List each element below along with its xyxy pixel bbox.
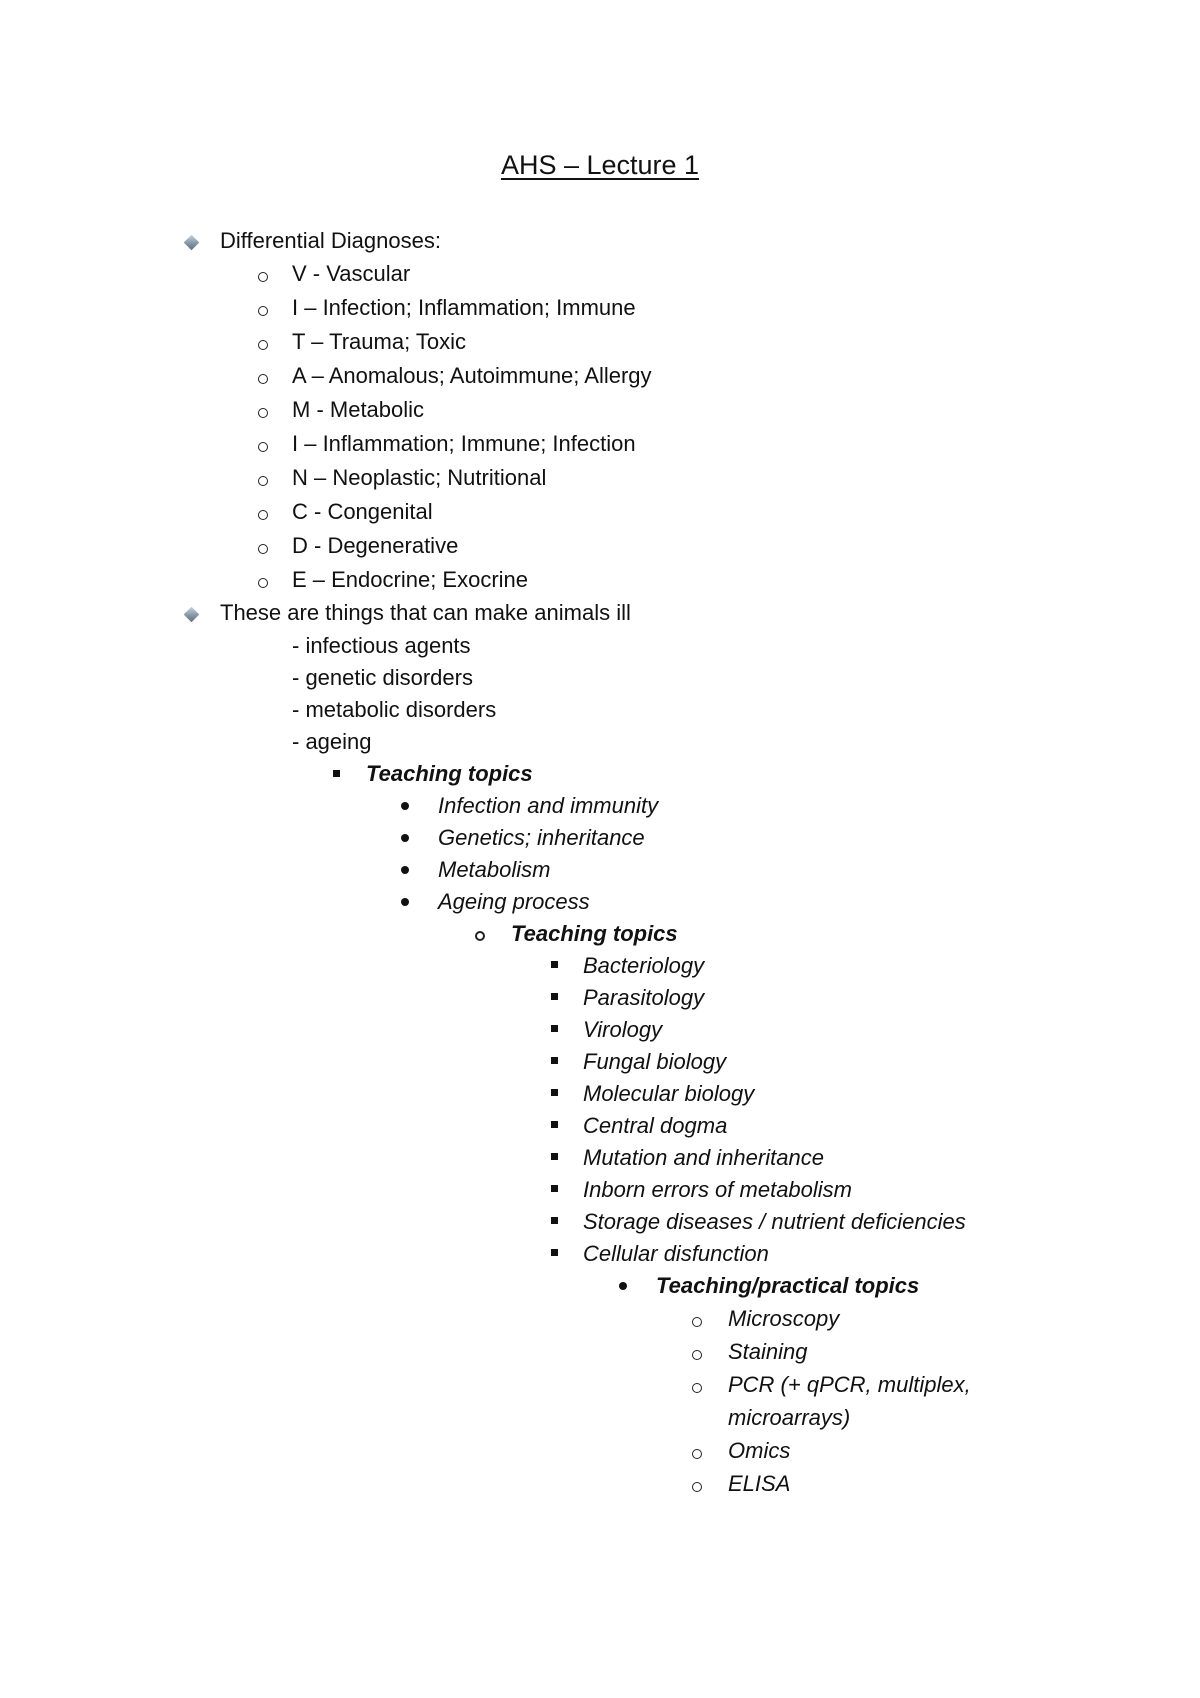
page-title: AHS – Lecture 1 xyxy=(500,150,700,180)
list-item: Microscopy xyxy=(728,1306,840,1331)
list-item: Genetics; inheritance xyxy=(438,825,645,850)
list-item: Infection and immunity xyxy=(438,793,659,818)
list-item: T – Trauma; Toxic xyxy=(292,329,467,354)
list-item: - genetic disorders xyxy=(292,665,473,690)
circle-bullet-icon xyxy=(692,1383,702,1393)
circle-bullet-icon xyxy=(258,408,268,418)
square-bullet-icon xyxy=(551,961,558,968)
circle-bullet-icon xyxy=(258,374,268,384)
square-bullet-icon xyxy=(551,1153,558,1160)
diamond-bullet-icon xyxy=(184,235,200,251)
circle-bullet-icon xyxy=(258,306,268,316)
list-item: ELISA xyxy=(728,1471,791,1496)
list-item: D - Degenerative xyxy=(292,533,459,558)
teaching-topics-heading: Teaching topics xyxy=(366,761,533,786)
square-bullet-icon xyxy=(551,1249,558,1256)
list-item: N – Neoplastic; Nutritional xyxy=(292,465,547,490)
dot-bullet-icon xyxy=(619,1282,627,1290)
list-item: Storage diseases / nutrient deficiencies xyxy=(583,1209,966,1234)
circle-bullet-icon xyxy=(692,1350,702,1360)
square-bullet-icon xyxy=(551,1185,558,1192)
square-bullet-icon xyxy=(551,1121,558,1128)
square-bullet-icon xyxy=(551,993,558,1000)
list-item: Molecular biology xyxy=(583,1081,755,1106)
list-item: PCR (+ qPCR, multiplex, xyxy=(728,1372,971,1397)
list-item: Metabolism xyxy=(438,857,551,882)
dot-bullet-icon xyxy=(401,866,409,874)
list-item: M - Metabolic xyxy=(292,397,425,422)
list-item: - ageing xyxy=(292,729,372,754)
dot-bullet-icon xyxy=(401,898,409,906)
circle-bullet-icon xyxy=(258,544,268,554)
square-bullet-icon xyxy=(551,1057,558,1064)
diamond-bullet-icon xyxy=(184,607,200,623)
square-bullet-icon xyxy=(333,770,340,777)
circle-bullet-icon xyxy=(258,510,268,520)
list-item: Fungal biology xyxy=(583,1049,727,1074)
list-item: I – Infection; Inflammation; Immune xyxy=(292,295,636,320)
circle-bullet-icon xyxy=(692,1449,702,1459)
list-item: Ageing process xyxy=(438,889,590,914)
list-item: Mutation and inheritance xyxy=(583,1145,824,1170)
circle-bullet-icon xyxy=(258,578,268,588)
circle-bullet-icon xyxy=(258,442,268,452)
list-item: Inborn errors of metabolism xyxy=(583,1177,852,1202)
list-item: V - Vascular xyxy=(292,261,411,286)
list-item: - infectious agents xyxy=(292,633,471,658)
circle-bullet-icon xyxy=(692,1482,702,1492)
list-item: E – Endocrine; Exocrine xyxy=(292,567,529,592)
list-item: - metabolic disorders xyxy=(292,697,497,722)
circle-bullet-icon xyxy=(475,931,485,941)
circle-bullet-icon xyxy=(692,1317,702,1327)
practical-topics-heading: Teaching/practical topics xyxy=(656,1273,920,1298)
list-item: I – Inflammation; Immune; Infection xyxy=(292,431,636,456)
list-item: Central dogma xyxy=(583,1113,728,1138)
dot-bullet-icon xyxy=(401,834,409,842)
list-item-continuation: microarrays) xyxy=(728,1405,851,1430)
square-bullet-icon xyxy=(551,1025,558,1032)
list-item: Staining xyxy=(728,1339,808,1364)
list-item: C - Congenital xyxy=(292,499,433,524)
list-item: Cellular disfunction xyxy=(583,1241,769,1266)
list-item: Virology xyxy=(583,1017,663,1042)
circle-bullet-icon xyxy=(258,476,268,486)
list-item: Bacteriology xyxy=(583,953,705,978)
section-heading-differential-diagnoses: Differential Diagnoses: xyxy=(220,228,441,253)
list-item: Parasitology xyxy=(583,985,705,1010)
circle-bullet-icon xyxy=(258,340,268,350)
teaching-topics-heading: Teaching topics xyxy=(511,921,678,946)
list-item: A – Anomalous; Autoimmune; Allergy xyxy=(292,363,652,388)
square-bullet-icon xyxy=(551,1217,558,1224)
list-item: Omics xyxy=(728,1438,791,1463)
dot-bullet-icon xyxy=(401,802,409,810)
circle-bullet-icon xyxy=(258,272,268,282)
square-bullet-icon xyxy=(551,1089,558,1096)
section-heading-things-that-make-animals-ill: These are things that can make animals ill xyxy=(220,600,631,625)
